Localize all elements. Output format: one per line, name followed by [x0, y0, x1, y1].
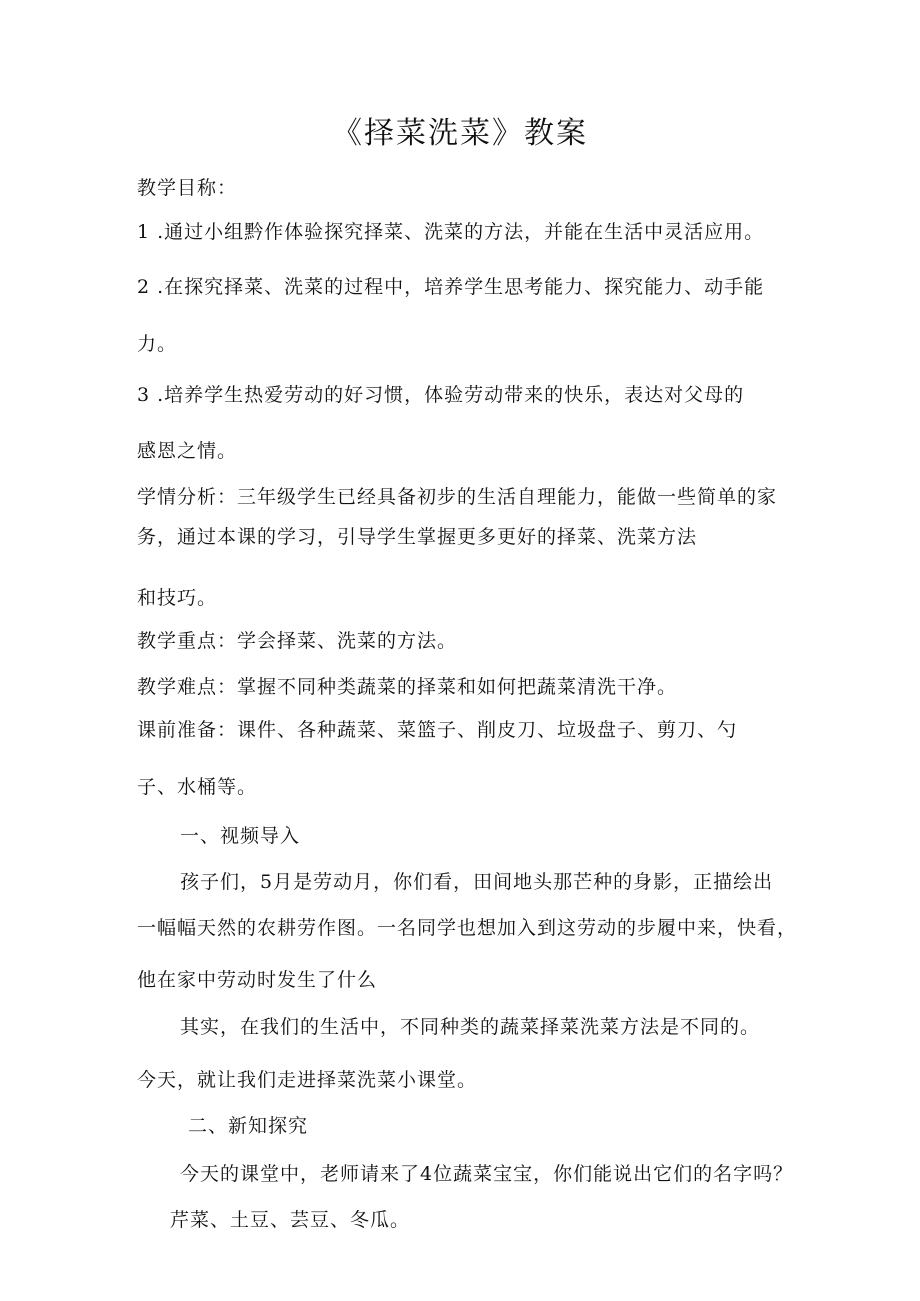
goal-3-line-1: 3 .培养学生热爱劳动的好习惯，体验劳动带来的快乐，表达对父母的 — [137, 384, 745, 406]
learning-analysis-line-1: 学情分析：三年级学生已经具备初步的生活自理能力，能做一些简单的家 — [137, 486, 778, 508]
goal-3-line-2: 感恩之情。 — [137, 440, 238, 462]
video-intro-line-3: 他在家中劳动时发生了什么 — [137, 969, 378, 991]
new-knowledge-line-2: 芹菜、土豆、芸豆、冬瓜。 — [170, 1209, 411, 1231]
video-intro-line-1: 孩子们，5月是劳动月，你们看，田间地头那芒种的身影，正描绘出 — [180, 871, 774, 893]
goal-2-line-2: 力。 — [137, 333, 178, 355]
video-intro-line-2: 一幅幅天然的农耕劳作图。一名同学也想加入到这劳动的步履中来，快看， — [137, 917, 798, 939]
section-2-heading: 二、新知探究 — [188, 1115, 309, 1137]
goal-2-line-1: 2 .在探究择菜、洗菜的过程中，培养学生思考能力、探究能力、动手能 — [137, 276, 765, 298]
new-knowledge-line-1: 今天的课堂中，老师请来了4位蔬菜宝宝，你们能说出它们的名字吗？ — [180, 1163, 794, 1185]
video-intro-line-4: 其实，在我们的生活中，不同种类的蔬菜择菜洗菜方法是不同的。 — [180, 1016, 761, 1038]
learning-analysis-line-2: 务，通过本课的学习，引导学生掌握更多更好的择菜、洗菜方法 — [137, 526, 698, 548]
teaching-goals-heading: 教学目称： — [137, 177, 238, 199]
preparation-line-1: 课前准备：课件、各种蔬菜、菜篮子、削皮刀、垃圾盘子、剪刀、勺 — [137, 719, 738, 741]
preparation-line-2: 子、水桶等。 — [137, 776, 258, 798]
teaching-key-point: 教学重点：学会择菜、洗菜的方法。 — [137, 630, 458, 652]
teaching-difficulty: 教学难点：掌握不同种类蔬菜的择菜和如何把蔬菜清洗干净。 — [137, 676, 678, 698]
section-1-heading: 一、视频导入 — [180, 825, 301, 847]
learning-analysis-line-3: 和技巧。 — [137, 587, 218, 609]
document-title: 《择菜洗菜》教案 — [332, 116, 588, 151]
goal-1: 1 .通过小组黔作体验探究择菜、洗菜的方法，并能在生活中灵活应用。 — [137, 221, 765, 243]
video-intro-line-5: 今天，就让我们走进择菜洗菜小课堂。 — [137, 1069, 478, 1091]
